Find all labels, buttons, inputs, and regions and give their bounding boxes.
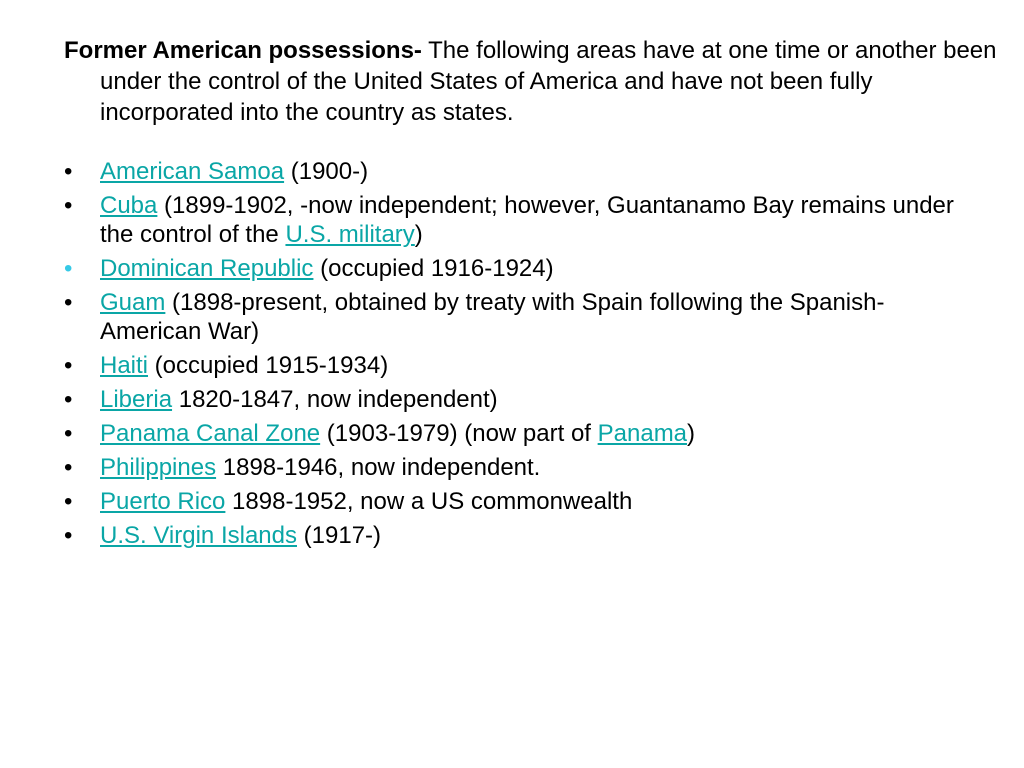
link-puerto-rico[interactable]: Puerto Rico bbox=[100, 488, 226, 515]
item-text: (1898-present, obtained by treaty with Spain following the Spanish-American War) bbox=[100, 289, 885, 345]
bullet-icon: • bbox=[64, 192, 73, 219]
possessions-list bbox=[64, 157, 964, 555]
link-dominican-republic[interactable]: Dominican Republic bbox=[100, 255, 314, 282]
item-text: 1898-1946, now independent. bbox=[216, 454, 541, 481]
bullet-icon: • bbox=[64, 522, 73, 549]
item-text: 1898-1952, now a US commonwealth bbox=[225, 488, 633, 515]
bullet-icon: • bbox=[64, 386, 73, 413]
list-item-guam bbox=[64, 288, 964, 346]
item-text: (1900-) bbox=[284, 158, 369, 185]
link-guam[interactable]: Guam bbox=[100, 289, 166, 316]
list-item-panama-canal-zone bbox=[64, 419, 964, 448]
link-cuba[interactable]: Cuba bbox=[100, 192, 158, 219]
link-panama-canal-zone[interactable]: Panama Canal Zone bbox=[100, 420, 321, 447]
bullet-icon: • bbox=[64, 289, 73, 316]
list-item-american-samoa bbox=[64, 157, 964, 186]
bullet-icon: • bbox=[64, 255, 73, 282]
bullet-icon: • bbox=[64, 488, 73, 515]
item-text: (occupied 1916-1924) bbox=[313, 255, 554, 282]
link-liberia[interactable]: Liberia bbox=[100, 386, 173, 413]
link-us-virgin-islands[interactable]: U.S. Virgin Islands bbox=[100, 522, 297, 549]
item-text: (1903-1979) (now part of bbox=[320, 420, 598, 447]
link-philippines[interactable]: Philippines bbox=[100, 454, 217, 481]
item-text: (occupied 1915-1934) bbox=[148, 352, 389, 379]
item-text-end: ) bbox=[414, 221, 423, 248]
item-text-end: ) bbox=[687, 420, 696, 447]
list-item-puerto-rico bbox=[64, 487, 964, 516]
intro-paragraph bbox=[64, 35, 1010, 128]
item-text: 1820-1847, now independent) bbox=[172, 386, 498, 413]
bullet-icon: • bbox=[64, 420, 73, 447]
list-item-cuba bbox=[64, 191, 964, 249]
bullet-icon: • bbox=[64, 158, 73, 185]
item-text: (1917-) bbox=[296, 522, 382, 549]
link-us-military[interactable]: U.S. military bbox=[285, 221, 415, 248]
list-item-philippines bbox=[64, 453, 964, 482]
intro-heading: Former American possessions- bbox=[64, 37, 422, 64]
intro-body: The following areas have at one time or another been under the control of the United States of America and have not been fully incorporated into the country as states. bbox=[100, 37, 997, 126]
list-item-dominican-republic bbox=[64, 254, 964, 283]
link-haiti[interactable]: Haiti bbox=[100, 352, 149, 379]
link-panama[interactable]: Panama bbox=[597, 420, 688, 447]
bullet-icon: • bbox=[64, 454, 73, 481]
bullet-icon: • bbox=[64, 352, 73, 379]
list-item-haiti bbox=[64, 351, 964, 380]
item-text: (1899-1902, -now independent; however, Guantanamo Bay remains under the control of the bbox=[100, 192, 954, 248]
list-item-liberia bbox=[64, 385, 964, 414]
link-american-samoa[interactable]: American Samoa bbox=[100, 158, 285, 185]
list-item-us-virgin-islands bbox=[64, 521, 964, 550]
